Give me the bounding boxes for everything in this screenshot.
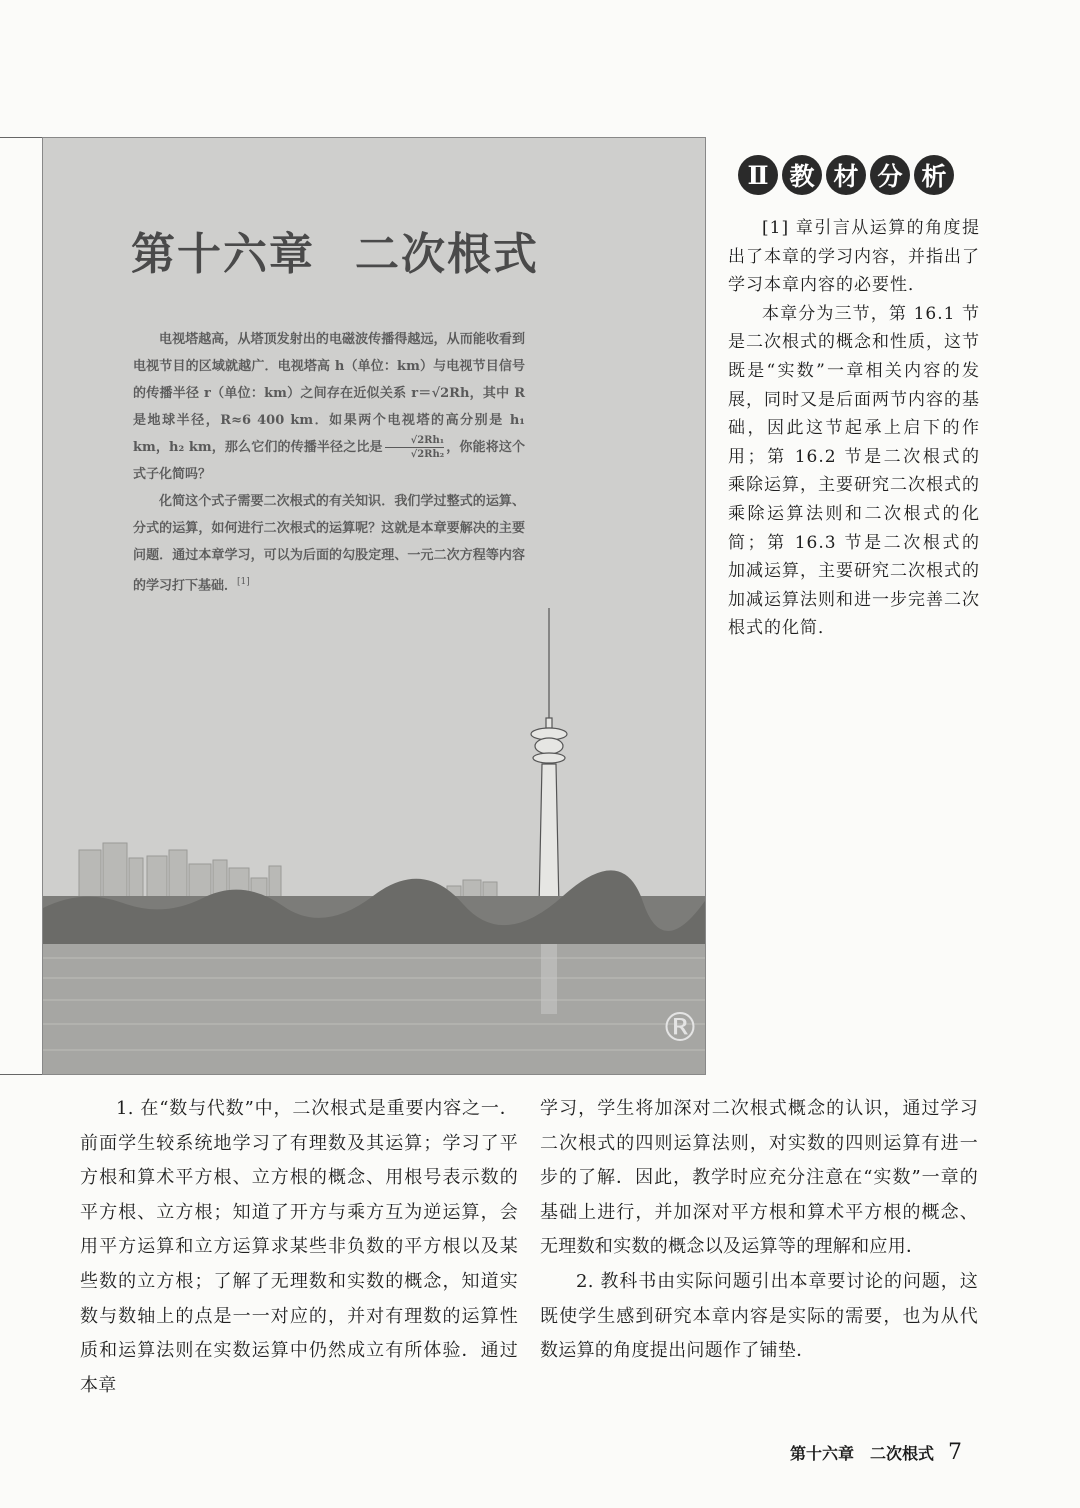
- chapter-number: 第十六章: [131, 229, 315, 280]
- analysis-notes: [728, 214, 980, 643]
- heading-char: 分: [870, 155, 910, 195]
- running-head: 第十六章 二次根式: [789, 1444, 934, 1463]
- analysis-paragraph: 本章分为三节，第 16.1 节是二次根式的概念和性质，这节既是“实数”一章相关内容的发展，同时又是后面两节内容的基础，因此这节起承上启下的作用；第 16.2 节是二次根式的乘除运算，主要研究二次根式的乘除运算法则和二次根式的化简；第 16.3 节是二次根式的加减运算，主要研究二次根式的加减运算法则和进一步完善二次根式的化简．: [728, 303, 980, 639]
- body-paragraph: 1. 在“数与代数”中，二次根式是重要内容之一．前面学生较系统地学习了有理数及其运算；学习了平方根和算术平方根、立方根的概念、用根号表示数的平方根、立方根；知道了开方与乘方互为逆运算，会用平方运算和立方运算求某些非负数的平方根以及某些数的立方根；了解了无理数和实数的概念，知道实数与数轴上的点是一一对应的，并对有理数的运算性质和运算法则在实数运算中仍然成立有所体验．通过本章: [80, 1098, 518, 1396]
- intro-paragraph-1: 电视塔越高，从塔顶发射出的电磁波传播得越远，从而能收看到电视节目的区域就越广．电视塔高 h（单位：km）与电视节目信号的传播半径 r（单位：km）之间存在近似关系 r＝√2Rh，其中 R 是地球半径，R≈6 400 km．如果两个电视塔的高分别是 h₁ km，h₂ km，那么它们的传播半径之比是 $\frac{\text{√2Rh₁}}{\text{√2Rh₂}}$ ，你能将这个式子化简吗？: [133, 332, 525, 482]
- chapter-intro: [133, 326, 525, 599]
- radius-ratio-fraction: $\frac{\text{√2Rh₁}}{\text{√2Rh₂}}$: [385, 434, 445, 461]
- body-paragraph: 学习，学生将加深对二次根式概念的认识，通过学习二次根式的四则运算法则，对实数的四则运算有进一步的了解．因此，教学时应充分注意在“实数”一章的基础上进行，并加深对平方根和算术平方根的概念、无理数和实数的概念以及运算等的理解和应用．: [540, 1098, 978, 1258]
- chapter-title: [131, 218, 539, 282]
- body-column-right: [540, 1092, 978, 1369]
- chapter-name: 二次根式: [355, 229, 539, 280]
- analysis-paragraph: [1] 章引言从运算的角度提出了本章的学习内容，并指出了学习本章内容的必要性．: [728, 218, 980, 296]
- registered-watermark: ®: [660, 1005, 700, 1051]
- page-number: 7: [948, 1440, 962, 1465]
- intro-paragraph-2: 化简这个式子需要二次根式的有关知识．我们学过整式的运算、分式的运算，如何进行二次根式的运算呢？这就是本章要解决的主要问题．通过本章学习，可以为后面的勾股定理、一元二次方程等内容的学习打下基础．[1]: [133, 494, 525, 594]
- heading-char: 教: [782, 155, 822, 195]
- analysis-heading: [738, 155, 954, 195]
- body-paragraph: 2. 教科书由实际问题引出本章要讨论的问题，这既使学生感到研究本章内容是实际的需要，也为从代数运算的角度提出问题作了铺垫．: [540, 1270, 978, 1362]
- panel-left-rule: [0, 137, 42, 1075]
- heading-char: 析: [914, 155, 954, 195]
- heading-char: Ⅱ: [738, 155, 778, 195]
- page-footer: [790, 1440, 962, 1465]
- chapter-opener-panel: [42, 137, 706, 1075]
- footnote-ref: [1]: [237, 577, 250, 587]
- body-column-left: [80, 1092, 518, 1403]
- heading-char: 材: [826, 155, 866, 195]
